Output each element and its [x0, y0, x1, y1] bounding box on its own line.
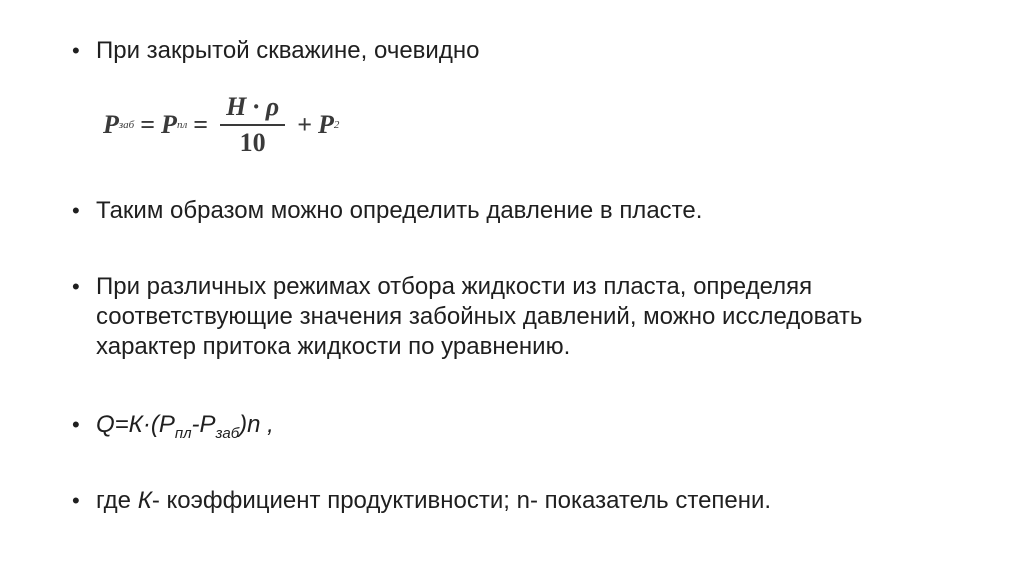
bullet-text: Таким образом можно определить давление в пласте. [96, 197, 703, 224]
bullet-dot: • [72, 38, 80, 63]
bullet-dot: • [72, 488, 80, 513]
definitions-rest: - коэффициент продуктивности; n- показатель степени. [151, 487, 772, 514]
bullet-text [96, 486, 956, 516]
formula-fraction [220, 92, 285, 158]
equation-lead: Q=К·(P [96, 411, 175, 438]
definitions-prefix: где [96, 487, 138, 514]
formula-subscript-zab: заб [118, 119, 135, 131]
bullet-item-closed-well [72, 36, 956, 66]
bullet-item-determine-pressure [72, 196, 956, 226]
formula-p-symbol: P [103, 110, 119, 139]
bullet-dot: • [72, 412, 80, 437]
equation-mid: -P [191, 411, 216, 438]
bullet-item-withdrawal-modes [72, 272, 926, 362]
bullet-text: При закрытой скважине, очевидно [96, 37, 480, 64]
formula-equals: = [140, 110, 156, 139]
bullet-text: При различных режимах отбора жидкости из пласта, определяя соответствующие значения забойных давлений, можно исследовать характер притока жидкости по уравнению. [96, 273, 863, 360]
bullet-item-inflow-equation [72, 410, 956, 449]
equation-subscript-zab: заб [215, 425, 240, 442]
formula-denominator: 10 [239, 128, 266, 157]
bullet-dot: • [72, 198, 80, 223]
definitions-k-symbol: К [137, 487, 152, 514]
formula-subscript-pl: пл [176, 119, 188, 131]
equation-subscript-pl: пл [174, 425, 192, 442]
bullet-item-definitions [72, 486, 956, 516]
formula-subscript-2: 2 [333, 119, 340, 131]
formula-equals: = [193, 110, 209, 139]
bullet-dot: • [72, 274, 80, 299]
bottomhole-pressure-formula [103, 92, 339, 158]
equation-tail: )n , [239, 411, 274, 438]
formula-p-symbol: P [318, 110, 334, 139]
formula-numerator: H · ρ [220, 92, 285, 126]
formula-p-symbol: P [161, 110, 177, 139]
inflow-equation [96, 410, 956, 449]
formula-plus: + [297, 110, 313, 139]
